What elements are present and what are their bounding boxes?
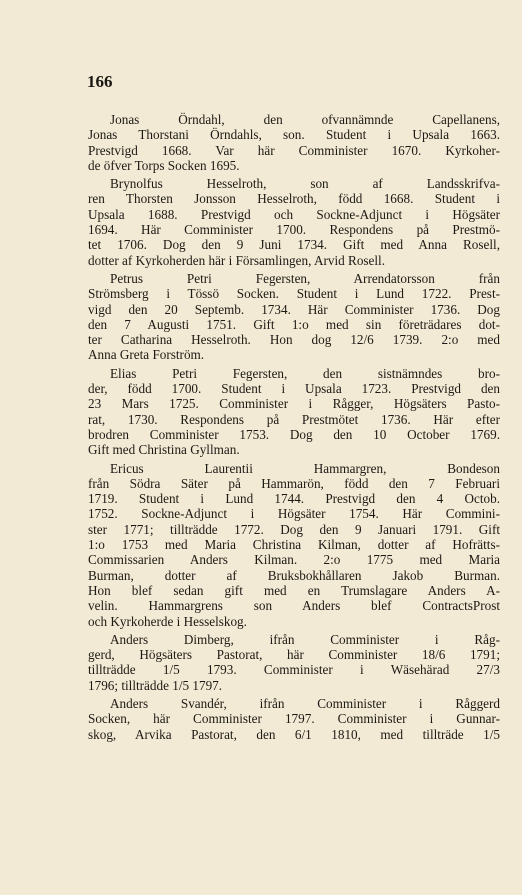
entry-jonas-orndahl: [88, 112, 500, 173]
text-line: 1:o 1753 med Maria Christina Kilman, dotter af Hofrätts-: [88, 537, 500, 553]
text-line: Burman, dotter af Bruksbokhållaren Jakob Burman.: [88, 567, 500, 583]
entry-anders-dimberg: [88, 632, 500, 693]
text-line: 1694. Här Comminister 1700. Respondens på Prestmö-: [88, 222, 500, 238]
text-line: den 7 Augusti 1751. Gift 1:o med sin företrädares dot-: [88, 316, 500, 332]
text-line: der, född 1700. Student i Upsala 1723. Prestvigd den: [88, 381, 500, 397]
text-line: Petrus Petri Fegersten, Arrendatorsson från: [110, 270, 500, 286]
entry-brynolfus-hesselroth: [88, 176, 500, 268]
text-line: dotter af Kyrkoherden här i Församlingen, Arvid Rosell.: [88, 252, 386, 268]
text-line: Anders Svandér, ifrån Comminister i Råggerd: [110, 695, 500, 711]
text-line: Elias Petri Fegersten, den sistnämndes bro-: [110, 365, 500, 381]
text-line: Jonas Thorstani Örndahls, son. Student i Upsala 1663.: [88, 127, 500, 143]
text-line: Gift med Christina Gyllman.: [88, 442, 240, 458]
text-line: Socken, här Comminister 1797. Comminister i Gunnar-: [88, 711, 500, 727]
text-line: Jonas Örndahl, den ofvannämnde Capellanens,: [110, 112, 500, 127]
text-line: Upsala 1688. Prestvigd och Sockne-Adjunct i Högsäter: [88, 206, 500, 222]
entry-ericus-hammargren: [88, 461, 500, 629]
text-line: från Södra Säter på Hammarön, född den 7 Februari: [88, 475, 500, 491]
text-line: velin. Hammargrens son Anders blef ContractsProst: [88, 598, 500, 614]
entry-elias-fegersten: [88, 366, 500, 458]
text-line: Anders Dimberg, ifrån Comminister i Råg-: [110, 631, 500, 647]
text-line: 1752. Sockne-Adjunct i Högsäter 1754. Här Commini-: [88, 506, 500, 522]
text-line: Anna Greta Forström.: [88, 347, 205, 363]
text-line: ren Thorsten Jonsson Hesselroth, född 1668. Student i: [88, 191, 500, 207]
text-line: Brynolfus Hesselroth, son af Landsskrifva-: [110, 176, 500, 192]
text-line: Strömsberg i Tössö Socken. Student i Lund 1722. Prest-: [88, 286, 500, 302]
text-line: rat, 1730. Respondens på Prestmötet 1736. Här efter: [88, 411, 500, 427]
text-line: 1719. Student i Lund 1744. Prestvigd den 4 Octob.: [88, 491, 500, 507]
page-text: [88, 112, 500, 745]
text-line: ter Catharina Hesselroth. Hon dog 12/6 1739. 2:o med: [88, 332, 500, 348]
text-line: Prestvigd 1668. Var här Comminister 1670. Kyrkoher-: [88, 142, 500, 158]
text-line: och Kyrkoherde i Hesselskog.: [88, 613, 247, 629]
text-line: gerd, Högsäters Pastorat, här Comminister 18/6 1791;: [88, 647, 500, 663]
entry-anders-svander: [88, 696, 500, 742]
text-line: tillträdde 1/5 1793. Comminister i Wäsehärad 27/3: [88, 662, 500, 678]
text-line: 1796; tillträdde 1/5 1797.: [88, 677, 223, 693]
text-line: Hon blef sedan gift med en Trumslagare Anders A-: [88, 582, 500, 598]
text-line: tet 1706. Dog den 9 Juni 1734. Gift med Anna Rosell,: [88, 237, 500, 253]
text-line: Commissarien Anders Kilman. 2:o 1775 med Maria: [88, 552, 500, 568]
text-line: de öfver Torps Socken 1695.: [88, 157, 240, 173]
entry-petrus-fegersten: [88, 271, 500, 363]
text-line: brodren Comminister 1753. Dog den 10 October 1769.: [88, 426, 500, 442]
text-line: vigd den 20 Septemb. 1734. Här Comminister 1736. Dog: [88, 301, 500, 317]
text-line: Ericus Laurentii Hammargren, Bondeson: [110, 460, 500, 476]
text-line: ster 1771; tillträdde 1772. Dog den 9 Januari 1791. Gift: [88, 521, 500, 537]
text-line: 23 Mars 1725. Comminister i Rågger, Högsäters Pasto-: [88, 396, 500, 412]
text-line: skog, Arvika Pastorat, den 6/1 1810, med tillträde 1/5: [88, 726, 500, 742]
page-number: 166: [87, 72, 113, 91]
